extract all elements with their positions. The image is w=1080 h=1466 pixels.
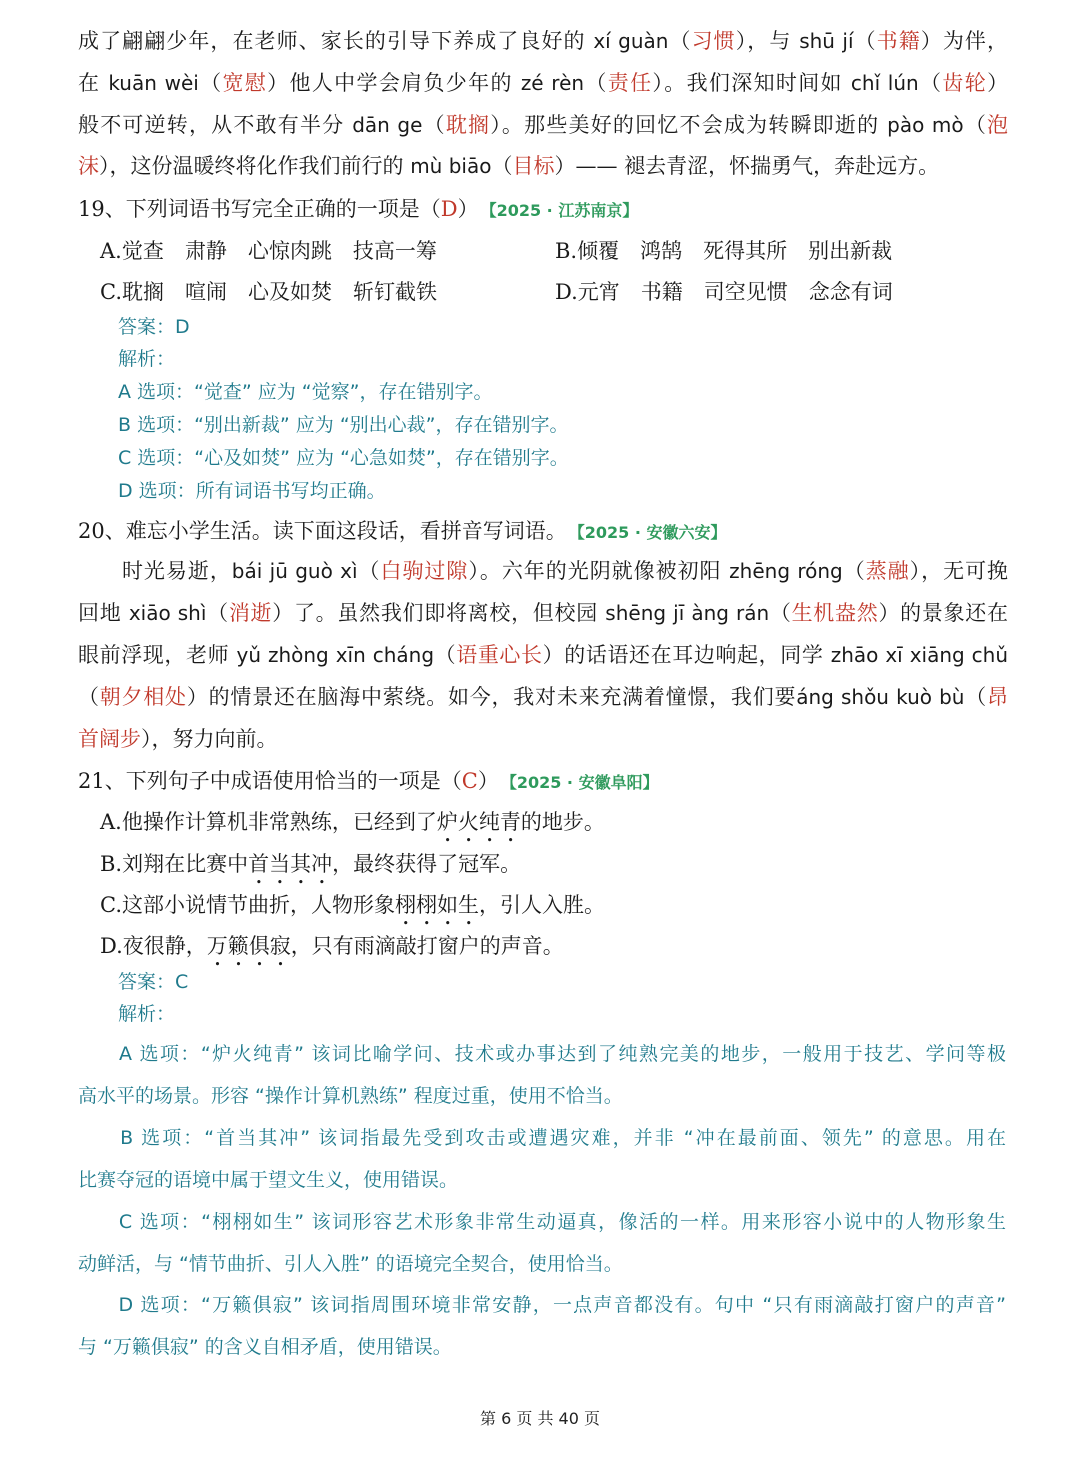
passage-text: （	[491, 154, 513, 178]
passage-pinyin: mù biāo	[410, 154, 492, 178]
q20-text: ）的情景还在脑海中萦绕。如今，我对未来充满着憧憬，我们要	[186, 685, 797, 709]
q21-b-post: ，最终获得了冠军。	[332, 852, 522, 876]
passage-text: （	[422, 113, 446, 137]
passage-text: （	[198, 71, 223, 95]
q21-c-idiom: 栩栩如生	[395, 893, 479, 917]
q21-explanation-line: 高水平的场景。形容 “操作计算机熟练” 程度过重，使用不恰当。	[78, 1085, 623, 1107]
q21-explanation-line: D 选项：“万籁俱寂” 该词指周围环境非常安静，一点声音都没有。句中 “只有雨滴敲打窗户的声音”	[78, 1294, 1006, 1316]
q20-answer-word: 首阔步	[78, 727, 141, 751]
passage-text: ）。我们深知时间如	[652, 71, 851, 95]
q20-answer-word: 生机盎然	[791, 601, 879, 625]
passage-answer-word: 沫	[78, 154, 99, 178]
q20-answer-word: 蒸融	[865, 559, 910, 583]
q21-explanation-line: B 选项：“首当其冲” 该词指最先受到攻击或遭遇灾难，并非 “冲在最前面、领先” 的意思。用在	[78, 1127, 1006, 1149]
q20-passage-line	[78, 724, 1008, 754]
q21-c-post: ，引人入胜。	[479, 893, 605, 917]
passage-pinyin: chǐ lún	[850, 71, 919, 95]
passage-text: （	[668, 29, 692, 53]
passage-text: ），与	[735, 29, 800, 53]
passage-line	[78, 110, 1008, 140]
q20-text: 时光易逝，	[78, 559, 232, 583]
passage-text: 般不可逆转，从不敢有半分	[78, 113, 353, 137]
passage-text: ）。那些美好的回忆不会成为转瞬即逝的	[490, 113, 888, 137]
passage-text: （	[584, 71, 608, 95]
q21-c-pre: C.这部小说情节曲折，人物形象	[100, 893, 395, 917]
q21-answer: 答案：C	[118, 971, 189, 993]
q20-pinyin: áng shǒu kuò bù	[796, 685, 965, 709]
passage-answer-word: 耽搁	[445, 113, 491, 137]
q21-b-idiom: 首当其冲	[248, 852, 333, 876]
q20-passage-line	[78, 682, 1008, 712]
q21-stem-text: 21、下列句子中成语使用恰当的一项是（	[78, 769, 462, 793]
q20-passage-line	[78, 598, 1008, 628]
passage-text: （	[918, 71, 943, 95]
q19-source-tag: 【2025 · 江苏南京】	[488, 201, 639, 220]
passage-text: ），这份温暖终将化作我们前行的	[99, 154, 411, 178]
q21-answer-letter: C	[461, 769, 478, 793]
q21-explanation-line: 与 “万籁俱寂” 的含义自相矛盾，使用错误。	[78, 1336, 452, 1358]
passage-line	[78, 151, 1008, 181]
q20-answer-word: 朝夕相处	[99, 685, 187, 709]
q21-analysis-label: 解析：	[118, 1003, 176, 1025]
q20-answer-word: 昂	[987, 685, 1008, 709]
passage-text: 在	[78, 71, 109, 95]
q19-explanation-c: C 选项：“心及如焚” 应为 “心急如焚”，存在错别字。	[118, 447, 569, 469]
q20-text: ）的景象还在	[878, 601, 1008, 625]
q20-text: 回地	[78, 601, 129, 625]
q20-answer-word: 消逝	[228, 601, 273, 625]
q20-text: （	[434, 643, 457, 667]
q19-stem-text: 19、下列词语书写完全正确的一项是（	[78, 197, 441, 221]
q19-explanation-d: D 选项：所有词语书写均正确。	[118, 480, 386, 502]
q21-a-idiom: 炉火纯青	[436, 810, 521, 834]
q20-answer-word: 语重心长	[456, 643, 543, 667]
q21-d-idiom: 万籁俱寂	[206, 934, 291, 958]
passage-text: （	[963, 113, 988, 137]
q21-d-pre: D.夜很静，	[100, 934, 207, 958]
q20-text: ）的话语还在耳边响起，同学	[542, 643, 831, 667]
q20-source-tag: 【2025 · 安徽六安】	[576, 523, 727, 542]
q21-a-post: 的地步。	[520, 810, 605, 834]
q21-b-pre: B.刘翔在比赛中	[100, 852, 249, 876]
q19-option-b: B.倾覆 鸿鹄 死得其所 别出新裁	[555, 239, 893, 263]
q20-pinyin: yǔ zhòng xīn cháng	[236, 643, 435, 667]
q19-option-c: C.耽搁 喧闹 心及如焚 斩钉截铁	[100, 280, 437, 304]
passage-pinyin: kuān wèi	[108, 71, 199, 95]
q20-stem-text: 20、难忘小学生活。读下面这段话，看拼音写词语。	[78, 519, 567, 543]
passage-line	[78, 68, 1008, 98]
q20-text: （	[964, 685, 987, 709]
passage-pinyin: shū jí	[799, 29, 854, 53]
q19-explanation-b: B 选项：“别出新裁” 应为 “别出心裁”，存在错别字。	[118, 414, 569, 436]
passage-answer-word: 泡	[987, 113, 1008, 137]
passage-text: ）—— 褪去青涩，怀揣勇气，奔赴远方。	[554, 154, 940, 178]
page-footer: 第 6 页 共 40 页	[480, 1409, 600, 1428]
passage-answer-word: 目标	[512, 154, 555, 178]
q19-option-a: A.觉查 肃静 心惊肉跳 技高一筹	[100, 239, 437, 263]
q21-explanation-line: 比赛夺冠的语境中属于望文生义，使用错误。	[78, 1169, 459, 1191]
q21-option-c	[100, 890, 605, 930]
q20-text: （	[357, 559, 381, 583]
passage-answer-word: 齿轮	[942, 71, 988, 95]
q20-text: （	[769, 601, 792, 625]
q20-text: ）了。虽然我们即将离校，但校园	[272, 601, 606, 625]
q21-a-pre: A.他操作计算机非常熟练，已经到了	[100, 810, 437, 834]
q19-option-d: D.元宵 书籍 司空见惯 念念有词	[555, 280, 893, 304]
q20-text: （	[78, 685, 100, 709]
q19-answer-letter: D	[440, 197, 458, 221]
q20-passage-line	[78, 556, 1008, 586]
q20-text: ），无可挽	[909, 559, 1008, 583]
q20-text: ）。六年的光阴就像被初阳	[468, 559, 730, 583]
q21-stem-end: ）	[477, 769, 499, 793]
passage-text: ）他人中学会肩负少年的	[267, 71, 521, 95]
q20-text: （	[842, 559, 866, 583]
q20-answer-word: 白驹过隙	[380, 559, 469, 583]
passage-pinyin: xí guàn	[593, 29, 669, 53]
q20-text: （	[206, 601, 229, 625]
passage-answer-word: 责任	[607, 71, 653, 95]
q20-pinyin: zhēng róng	[729, 559, 843, 583]
passage-text: ）	[987, 71, 1008, 95]
passage-pinyin: dān ge	[352, 113, 423, 137]
q21-option-a	[100, 807, 605, 847]
q19-explanation-a: A 选项：“觉查” 应为 “觉察”，存在错别字。	[118, 381, 493, 403]
question-21-stem	[78, 766, 1008, 798]
q21-explanation-line: 动鲜活，与 “情节曲折、引人入胜” 的语境完全契合，使用恰当。	[78, 1253, 623, 1275]
q21-option-d	[100, 931, 564, 971]
q21-explanation-line: A 选项：“炉火纯青” 该词比喻学问、技术或办事达到了纯熟完美的地步，一般用于技艺、学问等极	[78, 1043, 1006, 1065]
passage-pinyin: zé rèn	[520, 71, 585, 95]
question-20-stem	[78, 516, 1008, 548]
q21-explanation-line: C 选项：“栩栩如生” 该词形容艺术形象非常生动逼真，像活的一样。用来形容小说中的人物形象生	[78, 1211, 1006, 1233]
q20-text: 眼前浮现，老师	[78, 643, 237, 667]
passage-text: ）为伴，	[920, 29, 1008, 53]
q20-pinyin: xiāo shì	[128, 601, 207, 625]
question-19-stem	[78, 194, 1008, 226]
q19-answer: 答案：D	[118, 316, 190, 338]
q20-pinyin: zhāo xī xiāng chǔ	[830, 643, 1008, 667]
q21-d-post: ，只有雨滴敲打窗户的声音。	[290, 934, 564, 958]
passage-pinyin: pào mò	[887, 113, 964, 137]
passage-text: （	[853, 29, 877, 53]
q20-passage-line	[78, 640, 1008, 670]
passage-text: 成了翩翩少年，在老师、家长的引导下养成了良好的	[78, 29, 594, 53]
q21-option-b	[100, 849, 521, 889]
q20-text: ），努力向前。	[141, 727, 278, 751]
passage-answer-word: 习惯	[691, 29, 736, 53]
q21-source-tag: 【2025 · 安徽阜阳】	[508, 773, 659, 792]
passage-answer-word: 书籍	[876, 29, 921, 53]
q20-pinyin: shēng jī àng rán	[605, 601, 770, 625]
q19-stem-end: ）	[457, 197, 479, 221]
q19-analysis-label: 解析：	[118, 348, 176, 370]
passage-answer-word: 宽慰	[222, 71, 268, 95]
passage-line	[78, 26, 1008, 56]
q20-pinyin: bái jū guò xì	[231, 559, 358, 583]
